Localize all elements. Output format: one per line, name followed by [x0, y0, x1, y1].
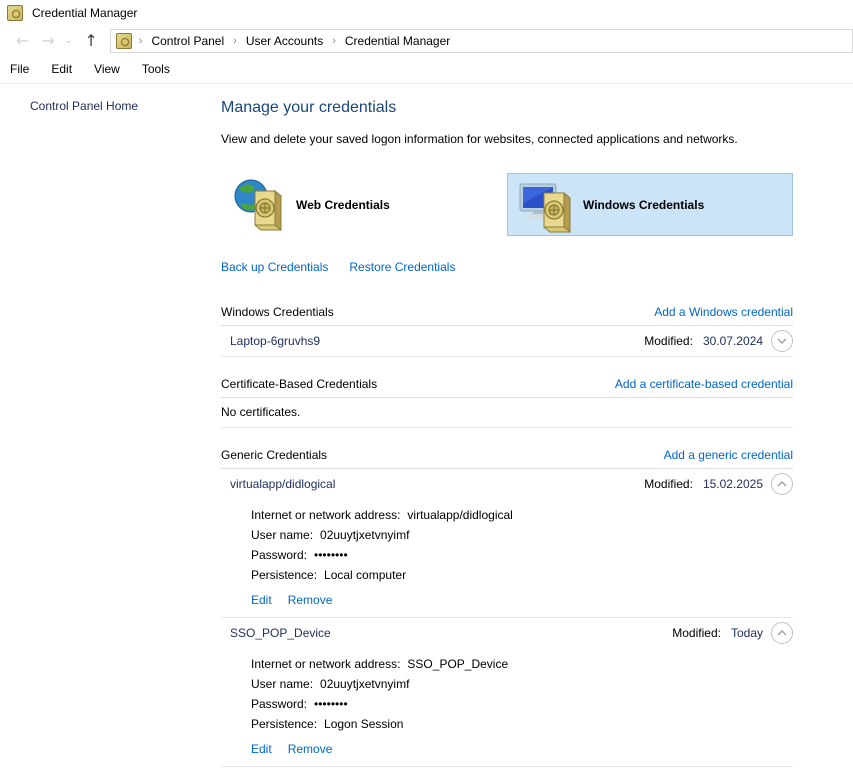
recent-pages-chevron-icon[interactable]: ⌄ — [61, 37, 77, 46]
breadcrumb-control-panel[interactable]: Control Panel — [151, 34, 225, 48]
collapse-chevron-up-icon[interactable] — [771, 622, 793, 644]
collapse-chevron-up-icon[interactable] — [771, 473, 793, 495]
modified-label: Modified: — [644, 334, 693, 348]
modified-label: Modified: — [644, 477, 693, 491]
credential-details — [221, 648, 793, 756]
detail-user-name: User name: 02uuytjxetvnyimf — [251, 677, 410, 691]
backup-credentials-link[interactable]: Back up Credentials — [221, 260, 329, 274]
certificate-credentials-header: Certificate-Based Credentials — [221, 377, 378, 391]
modified-date: 30.07.2024 — [702, 334, 763, 348]
tab-windows-credentials-label: Windows Credentials — [583, 197, 705, 212]
address-bar[interactable] — [110, 29, 853, 53]
section-generic-credentials — [221, 448, 793, 767]
add-certificate-credential-link[interactable]: Add a certificate-based credential — [614, 377, 793, 391]
menu-file[interactable]: File — [10, 62, 30, 76]
credential-type-tabs — [221, 173, 793, 236]
menu-edit[interactable]: Edit — [51, 62, 73, 76]
page-subtitle: View and delete your saved logon information for websites, connected applications and networks. — [221, 132, 738, 146]
content-area — [0, 84, 853, 767]
breadcrumb-separator-icon: › — [233, 35, 237, 47]
detail-persistence: Persistence: Local computer — [251, 568, 407, 582]
modified-date: 15.02.2025 — [702, 477, 763, 491]
section-certificate-credentials — [221, 377, 793, 428]
detail-internet-address: Internet or network address: SSO_POP_Device — [251, 657, 509, 671]
detail-password: Password: •••••••• — [251, 548, 348, 562]
navigation-bar — [0, 26, 853, 56]
credential-details — [221, 499, 793, 607]
menu-view[interactable]: View — [94, 62, 120, 76]
detail-password: Password: •••••••• — [251, 697, 348, 711]
detail-persistence: Persistence: Logon Session — [251, 717, 404, 731]
tab-web-credentials-label: Web Credentials — [296, 197, 390, 212]
edit-link[interactable]: Edit — [251, 742, 272, 756]
up-icon[interactable]: ↑ — [76, 33, 105, 49]
tab-web-credentials[interactable] — [221, 173, 507, 236]
title-bar — [0, 0, 853, 26]
modified-date: Today — [730, 626, 763, 640]
detail-internet-address: Internet or network address: virtualapp/didlogical — [251, 508, 513, 522]
page-title: Manage your credentials — [221, 99, 397, 116]
detail-user-name: User name: 02uuytjxetvnyimf — [251, 528, 410, 542]
window-title: Credential Manager — [32, 6, 138, 20]
tab-windows-credentials[interactable] — [507, 173, 793, 236]
windows-credentials-icon — [517, 176, 575, 234]
restore-credentials-link[interactable]: Restore Credentials — [349, 260, 456, 274]
credential-name[interactable]: SSO_POP_Device — [230, 626, 331, 640]
generic-credentials-header: Generic Credentials — [221, 448, 328, 462]
sidebar-item-control-panel-home[interactable]: Control Panel Home — [30, 99, 139, 113]
address-bar-app-icon — [116, 33, 132, 49]
main-panel — [221, 84, 793, 767]
add-windows-credential-link[interactable]: Add a Windows credential — [654, 305, 793, 319]
back-icon[interactable]: ← — [10, 33, 35, 49]
menu-bar — [0, 56, 853, 84]
breadcrumb-separator-icon: › — [332, 35, 336, 47]
menu-tools[interactable]: Tools — [141, 62, 170, 76]
remove-link[interactable]: Remove — [287, 742, 333, 756]
credential-name[interactable]: virtualapp/didlogical — [230, 477, 336, 491]
web-credentials-icon — [230, 176, 288, 234]
expand-chevron-down-icon[interactable] — [771, 330, 793, 352]
breadcrumb-separator-icon: › — [138, 35, 143, 47]
add-generic-credential-link[interactable]: Add a generic credential — [663, 448, 793, 462]
credential-name[interactable]: Laptop-6gruvhs9 — [230, 334, 321, 348]
backup-restore-row — [221, 260, 793, 274]
credential-row-laptop — [221, 326, 793, 356]
section-windows-credentials — [221, 305, 793, 357]
credential-manager-app-icon — [7, 5, 23, 21]
credential-item-sso-pop-device — [221, 618, 793, 767]
no-certificates-text: No certificates. — [221, 405, 301, 419]
sidebar — [0, 84, 221, 767]
edit-link[interactable]: Edit — [251, 593, 272, 607]
breadcrumb-user-accounts[interactable]: User Accounts — [245, 34, 324, 48]
credential-item-virtualapp — [221, 469, 793, 618]
remove-link[interactable]: Remove — [287, 593, 333, 607]
forward-icon[interactable]: → — [35, 33, 60, 49]
modified-label: Modified: — [672, 626, 721, 640]
windows-credentials-header: Windows Credentials — [221, 305, 334, 319]
breadcrumb-credential-manager[interactable]: Credential Manager — [344, 34, 451, 48]
